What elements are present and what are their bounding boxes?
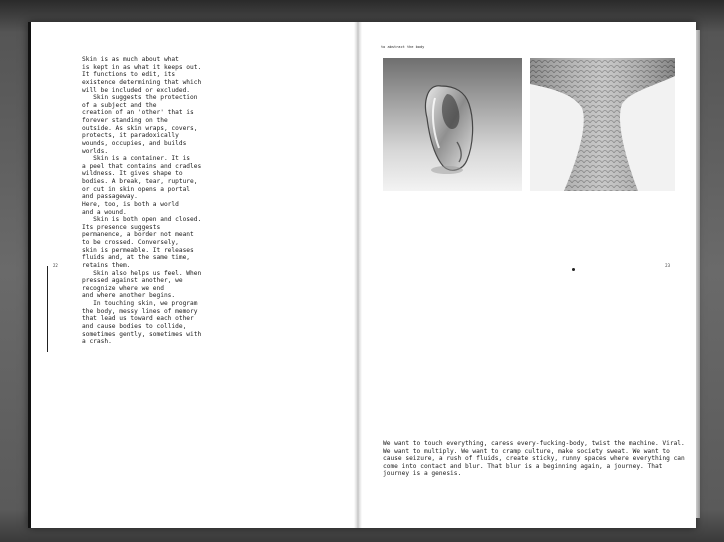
left-page-body-text: Skin is as much about what is kept in as what it keeps out. It functions to edit, its existence determining that which will be included or excluded. Skin suggests the protection of a subject and the creation of an 'other' that is forever standing on the outside. As skin wraps, covers, protects, it paradoxically wounds, occupies, and builds worlds. Skin is a container. It is a peel that contains and cradles wildness. It gives shape to bodies. A break, tear, rupture, or cut in skin opens a portal and passageway. Here, too, is both a world and a wound. Skin is both open and closed. Its presence suggests permanence, a border not meant to be crossed. Conversely, skin is permeable. It releases fluids and, at the same time, retains them. Skin also helps us feel. When pressed against another, we recognize where we end and where another begins. In touching skin, we program the body, messy lines of memory that lead us toward each other and cause bodies to collide, sometimes gently, sometimes with a crash. — [82, 56, 202, 346]
glass-vessel-photo — [383, 58, 522, 191]
stray-mark — [572, 268, 575, 271]
textured-form-photo — [530, 58, 675, 191]
right-page-number: 23 — [665, 263, 670, 268]
left-page — [28, 22, 361, 528]
right-page — [358, 22, 696, 528]
page-stack-edge — [696, 30, 700, 518]
left-page-number: 22 — [53, 263, 58, 268]
left-margin-mark — [47, 266, 48, 352]
book-spread — [28, 22, 696, 528]
book-gutter — [354, 22, 362, 528]
right-page-body-text: We want to touch everything, caress every-fucking-body, twist the machine. Viral. We want to multiply. We want to cramp culture, make society sweat. We want to cause seizure, a rush of fluids, create sticky, runny spaces where everything can come into contact and blur. That blur is a beginning again, a journey. That journey is a genesis. — [383, 440, 685, 478]
right-page-caption: to abstract the body — [381, 45, 425, 49]
